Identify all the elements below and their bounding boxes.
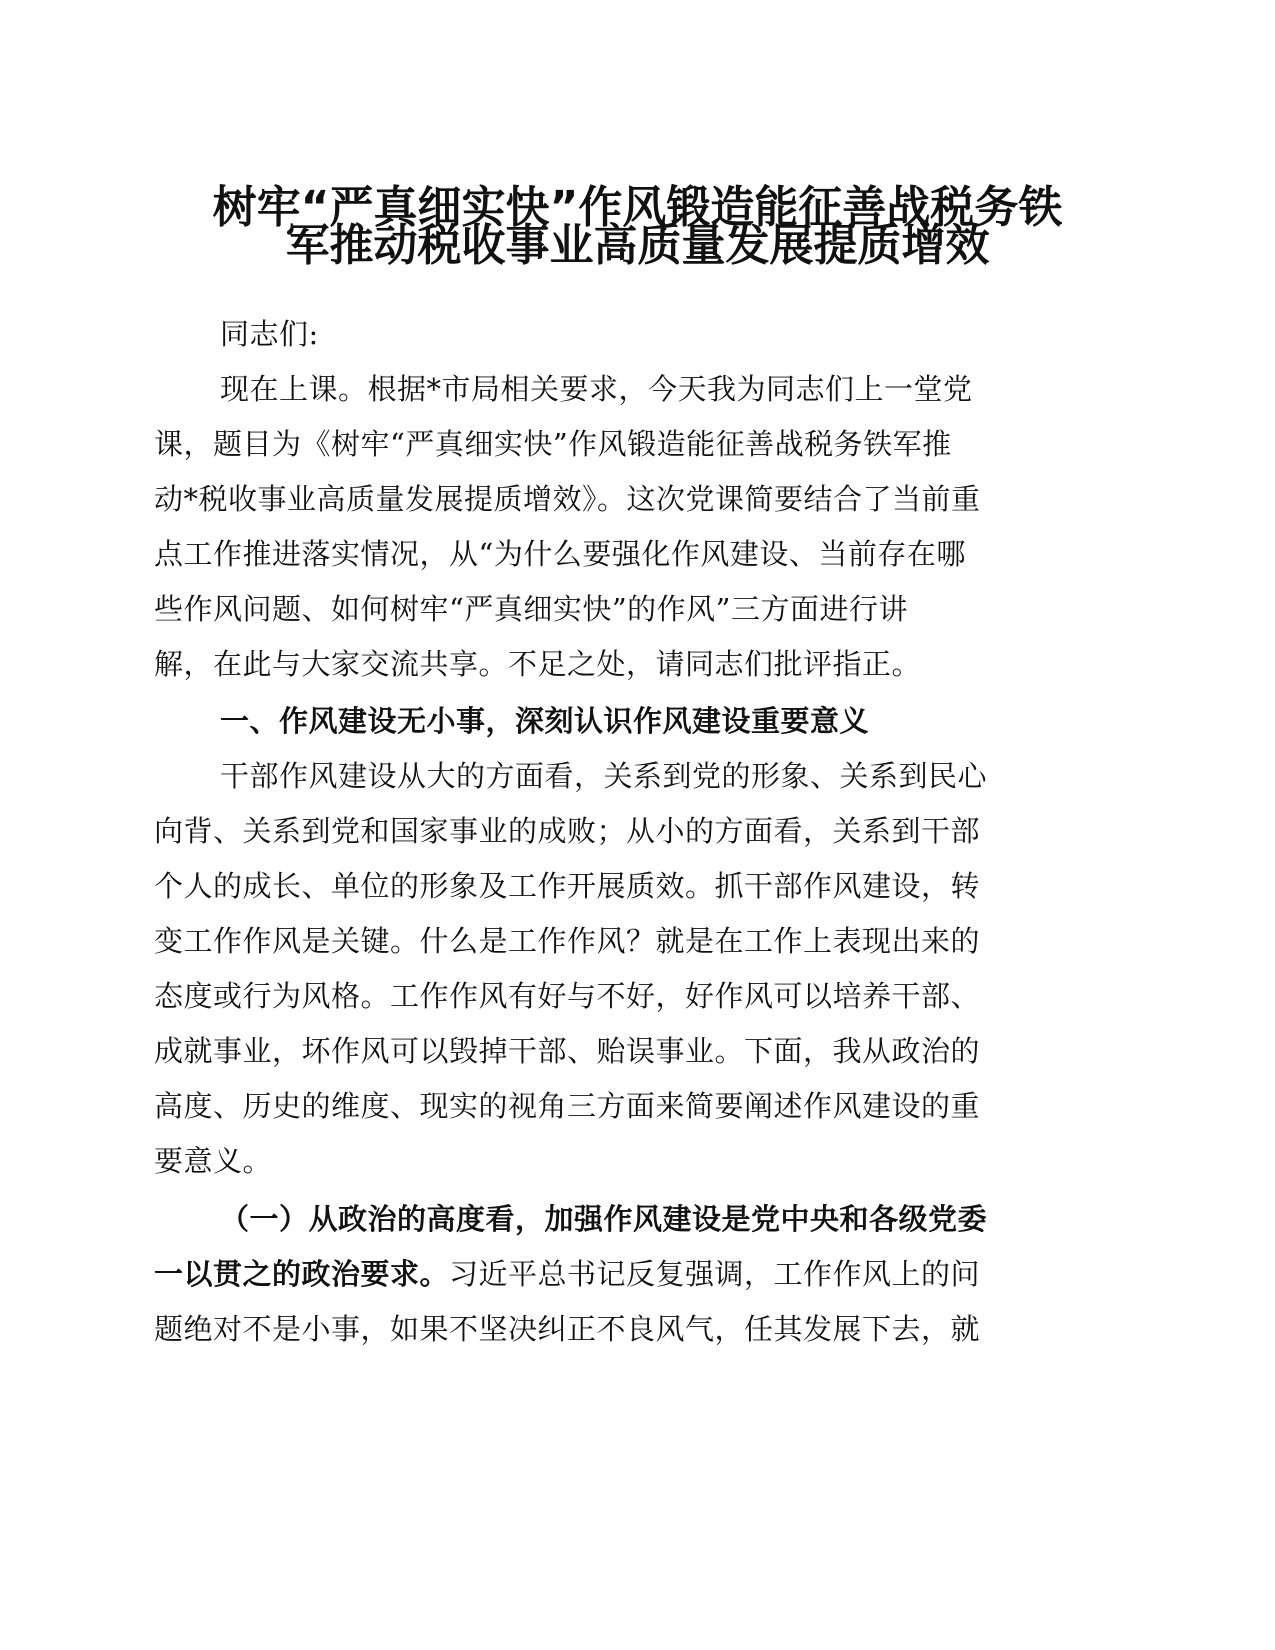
intro-line: 现在上课。根据*市局相关要求，今天我为同志们上一堂党 <box>220 372 973 406</box>
intro-line: 点工作推进落实情况，从“为什么要强化作风建设、当前存在哪 <box>154 537 966 571</box>
intro-line: 动*税收事业高质量发展提质增效》。这次党课简要结合了当前重 <box>154 482 981 516</box>
body-line: 要意义。 <box>154 1144 273 1178</box>
body-line: 题绝对不是小事，如果不坚决纠正不良风气，任其发展下去，就 <box>154 1312 981 1346</box>
body-line: 干部作风建设从大的方面看，关系到党的形象、关系到民心 <box>220 759 988 793</box>
body-line: 个人的成长、单位的形象及工作开展质效。抓干部作风建设，转 <box>154 869 981 903</box>
subsection-heading-end: 一以贯之的政治要求。 <box>154 1257 450 1291</box>
document-title-line-1: 树牢“严真细实快”作风锻造能征善战税务铁 <box>212 182 1063 233</box>
intro-line: 些作风问题、如何树牢“严真细实快”的作风”三方面进行讲 <box>154 592 908 626</box>
section-heading: 一、作风建设无小事，深刻认识作风建设重要意义 <box>220 704 870 738</box>
subsection-heading: （一）从政治的高度看，加强作风建设是党中央和各级党委 <box>220 1202 988 1236</box>
body-line: 变工作作风是关键。什么是工作作风？就是在工作上表现出来的 <box>154 924 981 958</box>
intro-line: 课，题目为《树牢“严真细实快”作风锻造能征善战税务铁军推 <box>154 427 952 461</box>
body-line: 成就事业，坏作风可以毁掉干部、贻误事业。下面，我从政治的 <box>154 1034 981 1068</box>
subsection-line <box>154 1254 1114 1294</box>
document-title-line-2: 军推动税收事业高质量发展提质增效 <box>285 220 990 271</box>
body-line: 高度、历史的维度、现实的视角三方面来简要阐述作风建设的重 <box>154 1089 981 1123</box>
body-line: 向背、关系到党和国家事业的成败；从小的方面看，关系到干部 <box>154 814 981 848</box>
salutation: 同志们: <box>220 317 319 351</box>
subsection-text: 习近平总书记反复强调，工作作风上的问 <box>449 1257 981 1291</box>
intro-line: 解，在此与大家交流共享。不足之处，请同志们批评指正。 <box>154 647 922 681</box>
body-line: 态度或行为风格。工作作风有好与不好，好作风可以培养干部、 <box>154 979 981 1013</box>
